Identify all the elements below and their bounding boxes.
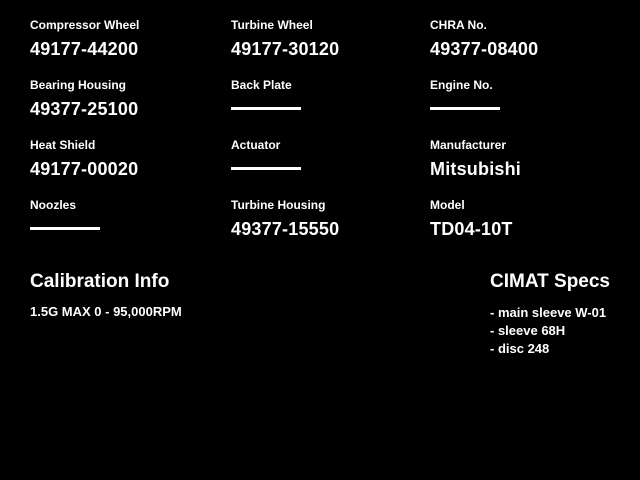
- field-value: 49177-00020: [30, 159, 139, 179]
- field-noozles: [30, 198, 100, 230]
- field-label: Compressor Wheel: [30, 18, 140, 32]
- calibration-info-title: Calibration Info: [30, 271, 170, 292]
- field-chra-no: [430, 18, 538, 59]
- cimat-spec-item: - disc 248: [490, 341, 550, 356]
- field-value: 49377-15550: [231, 219, 340, 239]
- field-back-plate: [231, 78, 301, 110]
- empty-value-line: [430, 107, 500, 110]
- field-label: Noozles: [30, 198, 77, 212]
- field-heat-shield: [30, 138, 138, 179]
- cimat-spec-item: - sleeve 68H: [490, 323, 566, 338]
- cimat-specs-title: CIMAT Specs: [490, 271, 611, 292]
- field-label: Heat Shield: [30, 138, 96, 152]
- field-manufacturer: [430, 138, 521, 179]
- field-value: 49177-44200: [30, 39, 139, 59]
- field-value: 49377-08400: [430, 39, 539, 59]
- field-value: Mitsubishi: [430, 159, 521, 179]
- field-label: Manufacturer: [430, 138, 507, 152]
- empty-value-line: [30, 227, 100, 230]
- field-value: 49177-30120: [231, 39, 340, 59]
- cimat-spec-item: - main sleeve W-01: [490, 305, 607, 320]
- field-label: CHRA No.: [430, 18, 487, 32]
- empty-value-line: [231, 107, 301, 110]
- field-value: 49377-25100: [30, 99, 139, 119]
- field-label: Model: [430, 198, 465, 212]
- field-label: Turbine Wheel: [231, 18, 313, 32]
- field-label: Actuator: [231, 138, 281, 152]
- field-label: Back Plate: [231, 78, 292, 92]
- field-compressor-wheel: [30, 18, 139, 59]
- field-label: Turbine Housing: [231, 198, 326, 212]
- field-actuator: [231, 138, 301, 170]
- field-value: TD04-10T: [430, 219, 513, 239]
- field-bearing-housing: [30, 78, 138, 119]
- field-label: Engine No.: [430, 78, 493, 92]
- cimat-specs-list: [490, 304, 606, 358]
- field-turbine-housing: [231, 198, 339, 239]
- empty-value-line: [231, 167, 301, 170]
- field-model: [430, 198, 513, 239]
- field-label: Bearing Housing: [30, 78, 127, 92]
- field-engine-no: [430, 78, 500, 110]
- calibration-info-text: 1.5G MAX 0 - 95,000RPM: [30, 304, 182, 319]
- field-turbine-wheel: [231, 18, 339, 59]
